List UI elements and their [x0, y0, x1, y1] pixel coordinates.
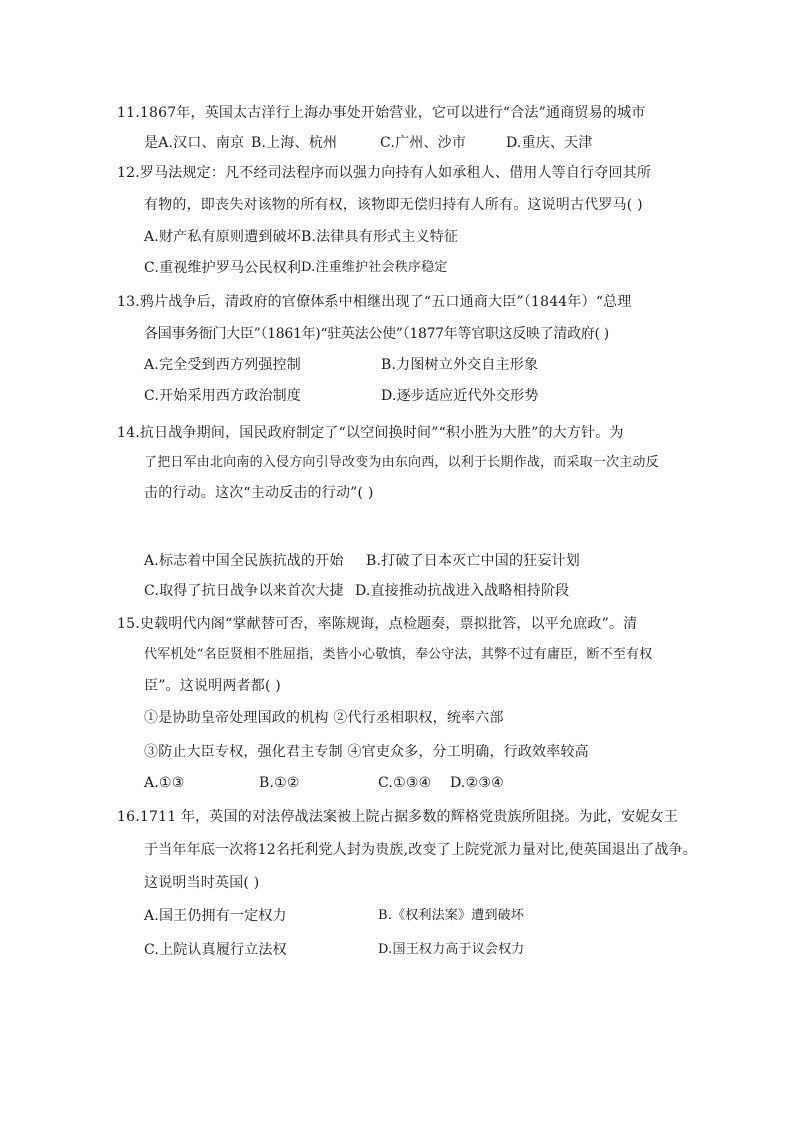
question-12-stem-line-1: 12.罗马法规定：凡不经司法程序而以强力向持有人如承租人、借用人等自行夺回其所: [117, 165, 652, 181]
option-c: C.开始采用西方政治制度: [144, 388, 302, 404]
option-d: D.注重维护社会秩序稳定: [301, 260, 448, 275]
question-13-stem-line-2: 各国事务衙门大臣”（1861年)“驻英法公使”（1877年等官职这反映了清政府( ): [144, 326, 609, 342]
option-a: 是A.汉口、南京: [144, 135, 245, 151]
option-b: B.力图树立外交自主形象: [381, 357, 539, 373]
question-11-stem-line-1: 11.1867年，英国太古洋行上海办事处开始营业，它可以进行“合法”通商贸易的城市: [117, 105, 646, 121]
option-c: C.广州、沙市: [380, 135, 467, 151]
question-15-statements-row-1: ①是协助皇帝处理国政的机构 ②代行丞相职权，统率六部: [144, 710, 504, 726]
option-b: B.《权利法案》遭到破坏: [378, 908, 525, 923]
option-a: A.国王仍拥有一定权力: [144, 908, 287, 924]
option-c: C.重视维护罗马公民权利: [144, 260, 302, 276]
question-14-stem-line-1: 14.抗日战争期间，国民政府制定了“以空间换时间”“积小胜为大胜”的大方针。为: [117, 425, 624, 441]
option-a: A.①③: [144, 775, 185, 791]
question-15-stem-line-3: 臣”。这说明两者都( ): [144, 678, 281, 694]
question-13-stem-line-1: 13.鸦片战争后，清政府的官僚体系中相继出现了“五口通商大臣”（1844年）“总理: [117, 294, 632, 310]
option-b: B.法律具有形式主义特征: [301, 229, 459, 245]
option-a: A.标志着中国全民族抗战的开始: [144, 553, 344, 569]
option-a: A.财产私有原则遭到破坏: [144, 229, 301, 245]
option-d: D.国王权力高于议会权力: [378, 942, 525, 957]
option-b: B.①②: [259, 775, 300, 791]
question-14-stem-line-2: 了把日军由北向南的入侵方向引导改变为由东向西，以利于长期作战，而采取一次主动反: [144, 455, 659, 470]
option-d: D.逐步适应近代外交形势: [381, 388, 539, 404]
option-d: D.②③④: [450, 775, 504, 791]
question-16-stem-line-3: 这说明当时英国( ): [144, 875, 260, 891]
option-d: D.重庆、天津: [506, 135, 593, 151]
question-15-stem-line-2: 代军机处“名臣贤相不胜屈指，类皆小心敬慎，奉公守法，其弊不过有庸臣，断不至有权: [144, 647, 653, 662]
option-b: B.打破了日本灭亡中国的狂妄计划: [366, 553, 580, 569]
option-c: C.取得了抗日战争以来首次大捷: [144, 583, 344, 599]
option-c: C.①③④: [378, 775, 432, 791]
option-c: C.上院认真履行立法权: [144, 942, 287, 958]
option-a: A.完全受到西方列强控制: [144, 357, 301, 373]
question-14-stem-line-3: 击的行动。这次“主动反击的行动”( ): [144, 485, 374, 501]
question-15-statements-row-2: ③防止大臣专权，强化君主专制 ④官吏众多，分工明确，行政效率较高: [144, 744, 589, 760]
question-16-stem-line-1: 16.1711 年，英国的对法停战法案被上院占据多数的辉格党贵族所阻挠。为此，安妮女王: [117, 809, 678, 825]
question-15-stem-line-1: 15.史载明代内阁“掌献替可否，率陈规诲，点检题奏，票拟批答，以平允庶政”。清: [117, 616, 638, 632]
question-16-stem-line-2: 于当年年底一次将12名托利党人封为贵族,改变了上院党派力量对比,使英国退出了战争。: [144, 842, 697, 858]
option-d: D.直接推动抗战进入战略相持阶段: [355, 583, 570, 599]
option-b: B.上海、杭州: [251, 135, 338, 151]
question-12-stem-line-2: 有物的，即丧失对该物的所有权，该物即无偿归持有人所有。这说明古代罗马( ): [144, 197, 643, 213]
